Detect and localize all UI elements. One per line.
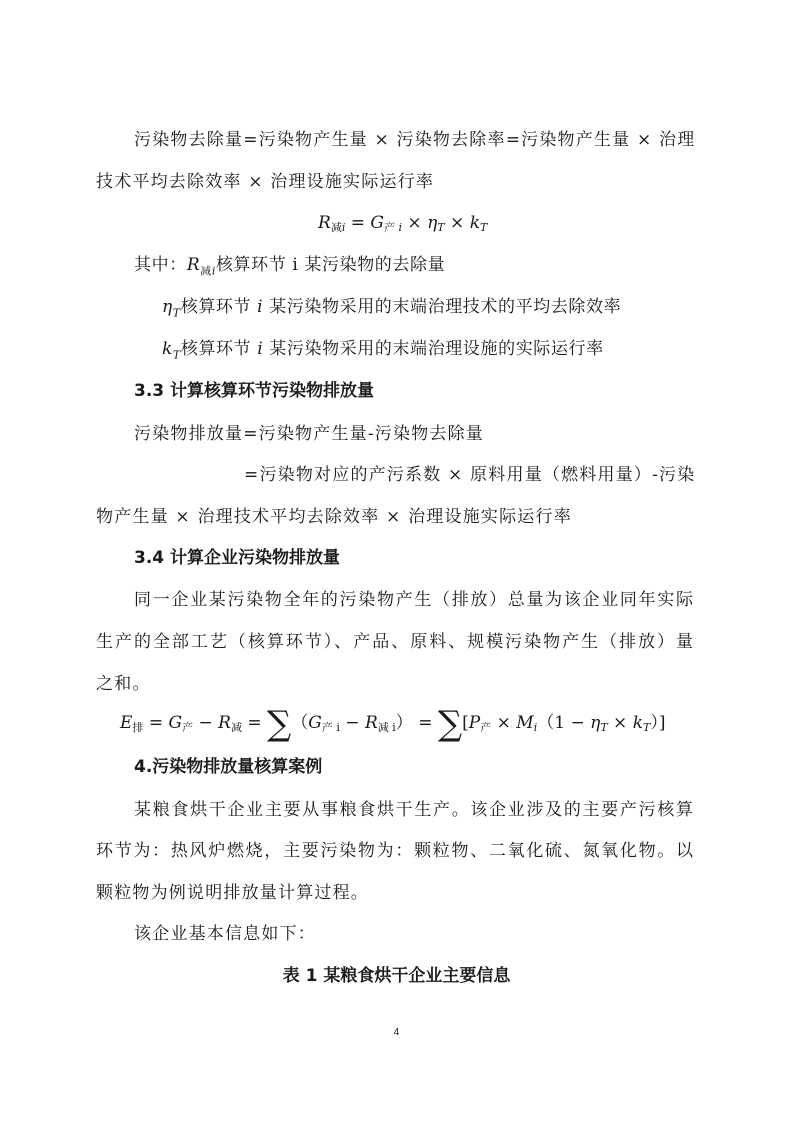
section-3-3-line3: 物产生量 × 治理技术平均去除效率 × 治理设施实际运行率: [96, 507, 572, 527]
where-k-definition: $k_T$核算环节 i 某污染物采用的末端治理设施的实际运行率: [162, 339, 604, 362]
section-3-3-line2: =污染物对应的产污系数 × 原料用量（燃料用量）-污染: [244, 465, 696, 485]
section-3-4-line2: 生产的全部工艺（核算环节）、产品、原料、规模污染物产生（排放）量: [96, 632, 693, 652]
formula-removal: $R_{减i} = G_{产 i} \times \eta_T \times k_T$: [318, 213, 488, 234]
section-4-heading: 4.污染物排放量核算案例: [134, 757, 323, 777]
formula-emission: $E_排 = G_产 - R_减 = \sum(G_{产 i} - R_{减 i}) = \sum[P_产 \times M_i(1 - \eta_T \times k_T)]$: [120, 704, 666, 744]
where-r-definition: 其中：$R_{减i}$核算环节 i 某污染物的去除量: [134, 255, 446, 278]
page-number: 4: [393, 1027, 400, 1038]
section-3-3-line1: 污染物排放量=污染物产生量-污染物去除量: [134, 424, 484, 444]
section-4-line4: 该企业基本信息如下：: [134, 924, 316, 944]
section-4-line3: 颗粒物为例说明排放量计算过程。: [96, 883, 369, 903]
section-3-4-line1: 同一企业某污染物全年的污染物产生（排放）总量为该企业同年实际: [134, 590, 693, 610]
section-4-line1: 某粮食烘干企业主要从事粮食烘干生产。该企业涉及的主要产污核算: [134, 800, 693, 820]
para1-line2: 技术平均去除效率 × 治理设施实际运行率: [96, 172, 435, 192]
section-3-3-heading: 3.3 计算核算环节污染物排放量: [134, 381, 375, 401]
where-eta-definition: $\eta_T$核算环节 i 某污染物采用的末端治理技术的平均去除效率: [162, 297, 622, 320]
para1-line1: 污染物去除量=污染物产生量 × 污染物去除率=污染物产生量 × 治理: [134, 130, 696, 150]
section-4-line2: 环节为：热风炉燃烧，主要污染物为：颗粒物、二氧化硫、氮氧化物。以: [96, 841, 693, 861]
section-3-4-heading: 3.4 计算企业污染物排放量: [134, 548, 341, 568]
section-3-4-line3: 之和。: [96, 674, 151, 694]
table-caption: 表 1 某粮食烘干企业主要信息: [282, 966, 511, 986]
